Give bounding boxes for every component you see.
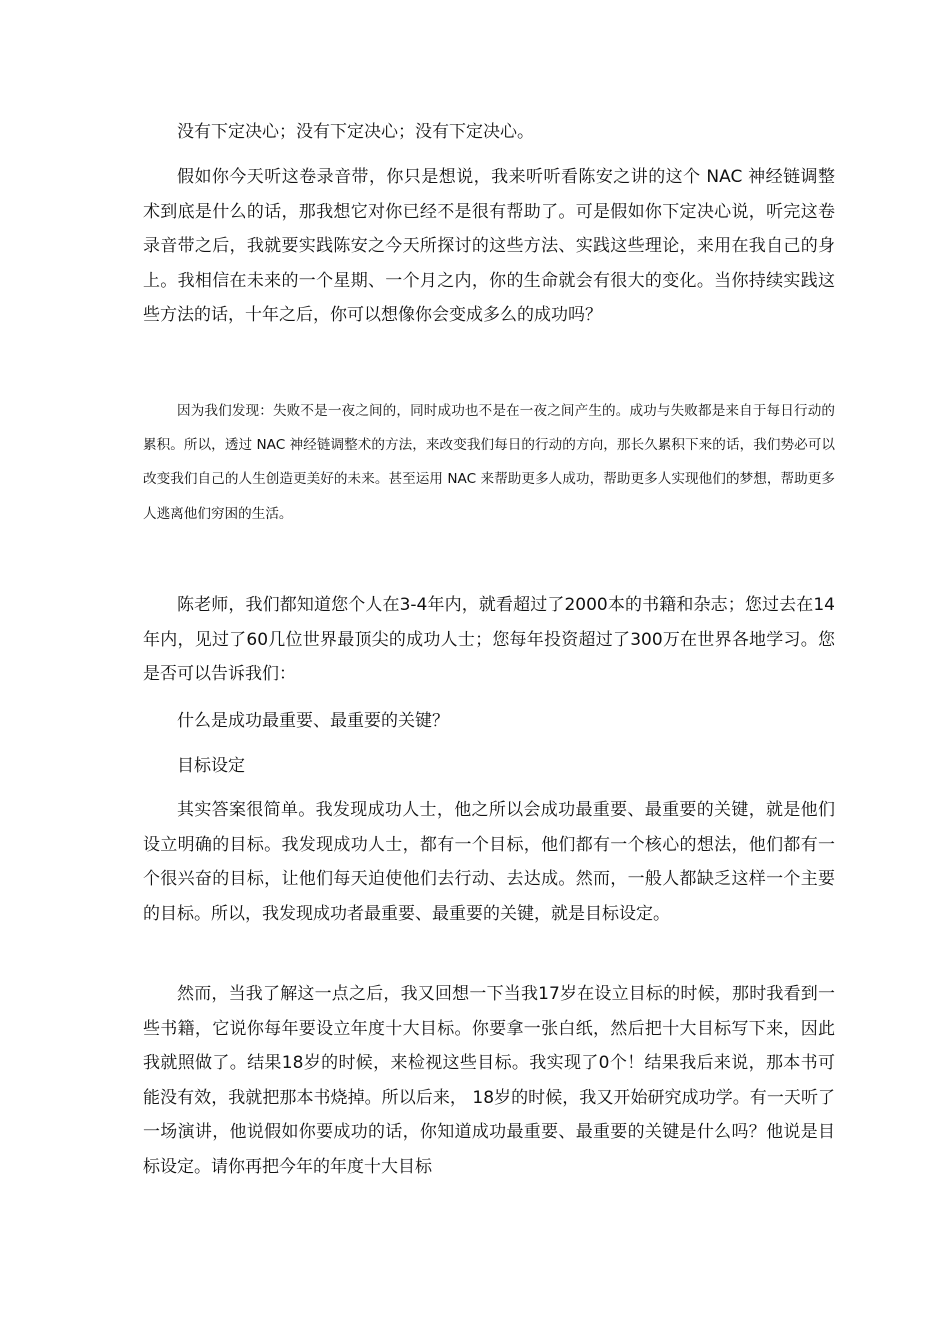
section-heading-goal-setting: 目标设定: [177, 756, 245, 776]
paragraph-answer: 其实答案很简单。我发现成功人士，他之所以会成功最重要、最重要的关键，就是他们设立明确的目标。我发现成功人士，都有一个目标，他们都有一个核心的想法，他们都有一个很兴奋的目标，让他们每天迫使他们去行动、去达成。然而，一般人都缺乏这样一个主要的目标。所以，我发现成功者最重要、最重要的关键，就是目标设定。: [143, 800, 835, 924]
paragraph-resolve: 没有下定决心；没有下定决心；没有下定决心。: [177, 122, 534, 142]
paragraph-daily-action: 因为我们发现：失败不是一夜之间的，同时成功也不是在一夜之间产生的。成功与失败都是来自于每日行动的累积。所以，透过 NAC 神经链调整术的方法，来改变我们每日的行动的方向，那长久累积下来的话，我们势必可以改变我们自己的人生创造更美好的未来。甚至运用 NAC 来帮助更多人成功，帮助更多人实现他们的梦想，帮助更多人逃离他们穷困的生活。: [143, 403, 835, 522]
paragraph-key-question: 什么是成功最重要、最重要的关键？: [177, 711, 449, 731]
paragraph-question-intro: 陈老师，我们都知道您个人在3-4年内，就看超过了2000本的书籍和杂志；您过去在14年内，见过了60几位世界最顶尖的成功人士；您每年投资超过了300万在世界各地学习。您是否可以告诉我们：: [143, 595, 835, 685]
paragraph-nac-intro: 假如你今天听这卷录音带，你只是想说，我来听听看陈安之讲的这个 NAC 神经链调整术到底是什么的话，那我想它对你已经不是很有帮助了。可是假如你下定决心说，听完这卷录音带之后，我就要实践陈安之今天所探讨的这些方法、实践这些理论，来用在我自己的身上。我相信在未来的一个星期、一个月之内，你的生命就会有很大的变化。当你持续实践这些方法的话，十年之后，你可以想像你会变成多么的成功吗？: [143, 167, 835, 326]
paragraph-story: 然而，当我了解这一点之后，我又回想一下当我17岁在设立目标的时候，那时我看到一些书籍，它说你每年要设立年度十大目标。你要拿一张白纸，然后把十大目标写下来，因此我就照做了。结果18岁的时候，来检视这些目标。我实现了0个！结果我后来说，那本书可能没有效，我就把那本书烧掉。所以后来， 18岁的时候，我又开始研究成功学。有一天听了一场演讲，他说假如你要成功的话，你知道成功最重要、最重要的关键是什么吗？他说是目标设定。请你再把今年的年度十大目标: [143, 984, 835, 1177]
